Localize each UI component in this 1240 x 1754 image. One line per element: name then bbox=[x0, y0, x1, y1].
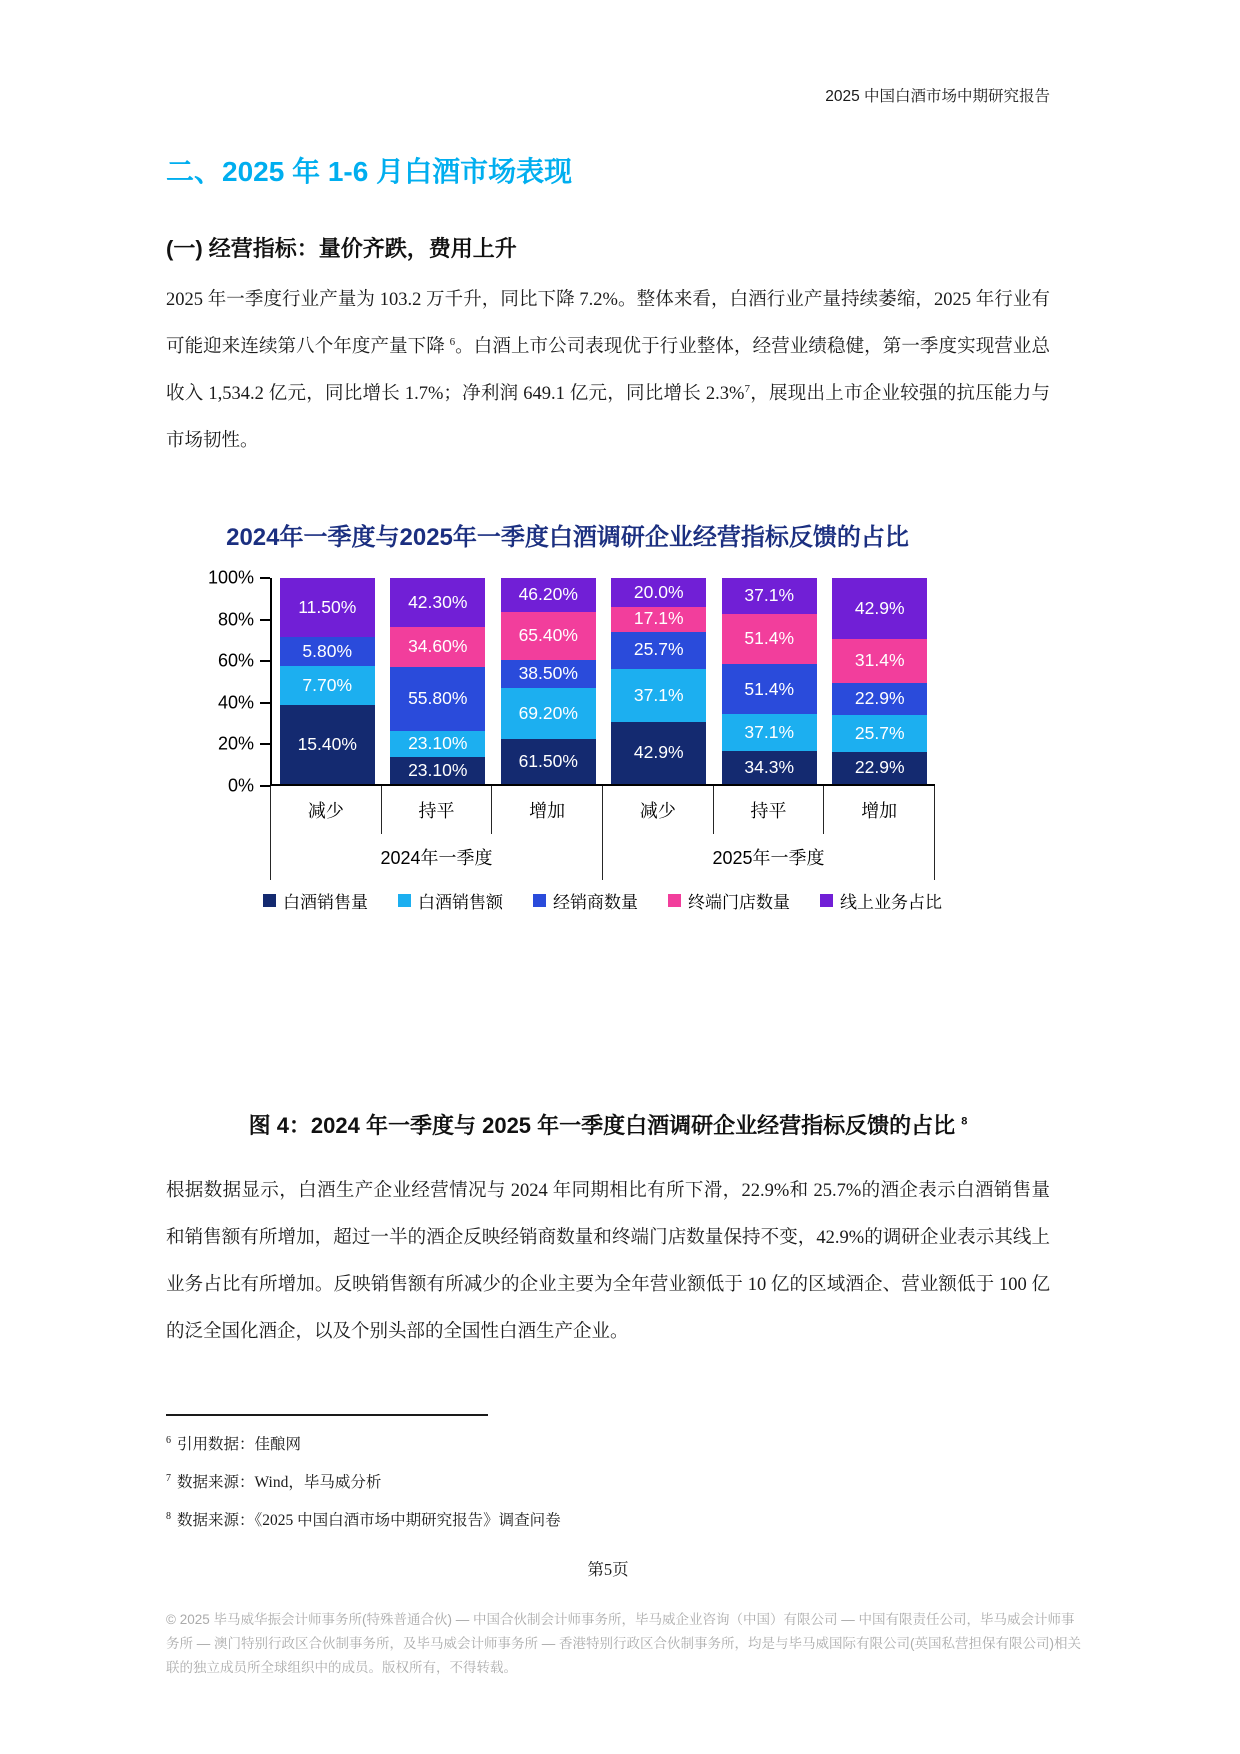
bar-segment-label: 34.60% bbox=[408, 635, 468, 656]
chart-group-row bbox=[270, 834, 935, 880]
legend-label: 白酒销售额 bbox=[418, 893, 503, 912]
bar-segment bbox=[501, 739, 596, 784]
bar-segment bbox=[832, 752, 927, 784]
bar-segment-label: 42.9% bbox=[854, 597, 905, 618]
bar-segment-label: 42.30% bbox=[408, 591, 468, 612]
category-label-1: 减少 bbox=[270, 786, 381, 834]
bar-segment bbox=[832, 639, 927, 683]
bar-segment-label: 38.50% bbox=[518, 663, 578, 684]
y-axis-tick-label: 40% bbox=[217, 692, 254, 713]
group-label-1: 2024年一季度 bbox=[270, 834, 602, 880]
bar-segment-label: 17.1% bbox=[633, 608, 684, 629]
bar-segment bbox=[832, 715, 927, 751]
legend-item bbox=[263, 888, 368, 913]
bar-segment bbox=[832, 578, 927, 639]
bar-segment bbox=[280, 637, 375, 667]
y-axis-tick-mark bbox=[260, 785, 270, 787]
footnote-ref-8: 8 bbox=[961, 1115, 968, 1128]
bar-segment-label: 51.4% bbox=[744, 628, 795, 649]
footnote-7 bbox=[166, 1464, 1050, 1502]
category-label-4: 减少 bbox=[602, 786, 713, 834]
legend-item bbox=[820, 888, 942, 913]
paragraph1-text: ，展现出上市企业较强的抗压能力与市场韧性。 bbox=[166, 384, 1050, 451]
footnote-text: 数据来源：Wind，毕马威分析 bbox=[177, 1474, 382, 1491]
body-paragraph-1 bbox=[166, 277, 1050, 465]
y-axis-tick-mark bbox=[260, 743, 270, 745]
chart-body bbox=[200, 567, 935, 796]
bar-segment bbox=[722, 714, 817, 750]
legend-item bbox=[533, 888, 638, 913]
bar-segment bbox=[501, 612, 596, 660]
bar-column-5 bbox=[714, 578, 825, 784]
bar-segment bbox=[832, 683, 927, 715]
bar-segment bbox=[722, 751, 817, 784]
stacked-bar bbox=[832, 578, 927, 784]
bar-segment bbox=[722, 614, 817, 664]
bar-segment-label: 23.10% bbox=[408, 759, 468, 780]
bar-segment bbox=[611, 669, 706, 723]
y-axis-tick-label: 20% bbox=[217, 733, 254, 754]
bar-segment-label: 15.40% bbox=[297, 733, 357, 754]
chart-legend bbox=[270, 888, 942, 913]
footnote-marker: 7 bbox=[166, 1472, 171, 1484]
bar-segment bbox=[722, 664, 817, 714]
page-number: 第5页 bbox=[587, 1560, 629, 1579]
bar-segment-label: 25.7% bbox=[854, 722, 905, 743]
legend-label: 终端门店数量 bbox=[688, 893, 790, 912]
category-label-3: 增加 bbox=[491, 786, 602, 834]
bar-segment bbox=[611, 632, 706, 669]
y-axis-tick-label: 60% bbox=[217, 650, 254, 671]
legend-item bbox=[668, 888, 790, 913]
footnote-marker: 6 bbox=[166, 1434, 171, 1446]
bar-segment bbox=[611, 578, 706, 607]
stacked-bar-chart bbox=[200, 517, 942, 913]
paragraph1-text: 2025 年一季度行业产量为 103.2 万千升，同比下降 7.2%。整体来看，白酒行业产量持续萎缩，2025 年行业有可能迎来连续第八个年度产量下降 bbox=[166, 290, 1050, 357]
figure-caption bbox=[166, 1109, 1050, 1140]
bar-segment-label: 51.4% bbox=[744, 678, 795, 699]
chart-plot bbox=[270, 578, 935, 786]
bar-segment-label: 31.4% bbox=[854, 650, 905, 671]
bar-segment bbox=[722, 578, 817, 614]
bar-segment-label: 34.3% bbox=[744, 756, 795, 777]
legend-swatch-icon bbox=[668, 894, 681, 907]
legend-swatch-icon bbox=[263, 894, 276, 907]
legend-swatch-icon bbox=[820, 894, 833, 907]
stacked-bar bbox=[722, 578, 817, 784]
bar-segment bbox=[611, 722, 706, 784]
chart-y-axis bbox=[200, 567, 270, 796]
category-label-6: 增加 bbox=[823, 786, 935, 834]
y-axis-tick-mark bbox=[260, 702, 270, 704]
stacked-bar bbox=[611, 578, 706, 784]
footnote-marker: 8 bbox=[166, 1510, 171, 1522]
bar-segment-label: 5.80% bbox=[302, 640, 353, 661]
bar-segment-label: 55.80% bbox=[408, 687, 468, 708]
bar-segment bbox=[390, 627, 485, 667]
bar-column-3 bbox=[493, 578, 604, 784]
bar-segment-label: 7.70% bbox=[302, 675, 353, 696]
bar-segment-label: 37.1% bbox=[744, 585, 795, 606]
bar-segment bbox=[280, 705, 375, 784]
bar-column-2 bbox=[383, 578, 494, 784]
bar-segment-label: 22.9% bbox=[854, 757, 905, 778]
bar-segment bbox=[390, 667, 485, 731]
y-axis-tick-mark bbox=[260, 619, 270, 621]
page-header-title: 2025 中国白酒市场中期研究报告 bbox=[825, 88, 1050, 105]
page-footer-copyright: © 2025 毕马威华振会计师事务所(特殊普通合伙) — 中国合伙制会计师事务所，毕马威企业咨询（中国）有限公司 — 中国有限责任公司，毕马威会计师事务所 — 澳门特别行政区合伙制事务所，及毕马威会计师事务所 — 香港特别行政区合伙制事务所，均是与毕马威国际有限公司(英国私营担保有限公司)相关联的独立成员所全球组织中的成员。版权所有，不得转载。 bbox=[166, 1612, 1081, 1675]
legend-item bbox=[398, 888, 503, 913]
bar-segment bbox=[501, 688, 596, 739]
footnote-separator bbox=[166, 1414, 488, 1416]
bar-segment bbox=[280, 578, 375, 637]
bar-segment bbox=[280, 666, 375, 705]
figure-caption-text: 图 4：2024 年一季度与 2025 年一季度白酒调研企业经营指标反馈的占比 bbox=[248, 1113, 956, 1138]
footnotes bbox=[166, 1426, 1050, 1540]
bar-segment-label: 61.50% bbox=[518, 750, 578, 771]
stacked-bar bbox=[390, 578, 485, 784]
bar-segment bbox=[390, 578, 485, 627]
footnote-8 bbox=[166, 1502, 1050, 1540]
bar-column-1 bbox=[272, 578, 383, 784]
bar-segment-label: 69.20% bbox=[518, 702, 578, 723]
footnote-6 bbox=[166, 1426, 1050, 1464]
footnote-ref-6: 6 bbox=[449, 335, 456, 348]
legend-label: 白酒销售量 bbox=[283, 893, 368, 912]
bar-segment bbox=[390, 731, 485, 758]
bar-segment bbox=[501, 578, 596, 612]
category-label-2: 持平 bbox=[381, 786, 492, 834]
category-label-5: 持平 bbox=[713, 786, 824, 834]
legend-swatch-icon bbox=[533, 894, 546, 907]
bar-segment bbox=[390, 757, 485, 784]
body-paragraph-2: 根据数据显示，白酒生产企业经营情况与 2024 年同期相比有所下滑，22.9%和 25.7%的酒企表示白酒销售量和销售额有所增加，超过一半的酒企反映经销商数量和终端门店数量保持不变，42.9%的调研企业表示其线上业务占比有所增加。反映销售额有所减少的企业主要为全年营业额低于 10 亿的区域酒企、营业额低于 100 亿的泛全国化酒企，以及个别头部的全国性白酒生产企业。 bbox=[166, 1181, 1050, 1342]
chart-title: 2024年一季度与2025年一季度白酒调研企业经营指标反馈的占比 bbox=[226, 524, 909, 551]
subsection-title: (一) 经营指标：量价齐跌，费用上升 bbox=[166, 236, 517, 261]
legend-label: 线上业务占比 bbox=[840, 893, 942, 912]
section-title: 二、2025 年 1-6 月白酒市场表现 bbox=[166, 156, 573, 187]
legend-swatch-icon bbox=[398, 894, 411, 907]
bar-segment bbox=[611, 607, 706, 632]
bar-column-6 bbox=[825, 578, 936, 784]
bar-segment-label: 65.40% bbox=[518, 625, 578, 646]
bar-segment-label: 37.1% bbox=[633, 684, 684, 705]
y-axis-tick-mark bbox=[260, 660, 270, 662]
y-axis-tick-label: 80% bbox=[217, 609, 254, 630]
bar-segment-label: 20.0% bbox=[633, 581, 684, 602]
bar-segment-label: 42.9% bbox=[633, 742, 684, 763]
bar-segment-label: 11.50% bbox=[298, 596, 357, 617]
bar-segment-label: 22.9% bbox=[854, 688, 905, 709]
y-axis-tick-label: 0% bbox=[227, 775, 254, 796]
legend-label: 经销商数量 bbox=[553, 893, 638, 912]
paragraph1-text: 。白酒上市公司表现优于行业整体，经营业绩稳健，第一季度实现营业总收入 1,534.2 亿元，同比增长 1.7%；净利润 649.1 亿元，同比增长 2.3% bbox=[166, 337, 1050, 404]
footnote-ref-7: 7 bbox=[744, 382, 750, 395]
y-axis-tick-mark bbox=[260, 577, 270, 579]
bar-segment-label: 46.20% bbox=[518, 584, 578, 605]
y-axis-tick-label: 100% bbox=[207, 567, 254, 588]
stacked-bar bbox=[280, 578, 375, 784]
bar-segment-label: 23.10% bbox=[408, 733, 468, 754]
chart-category-row bbox=[270, 786, 935, 834]
bar-segment bbox=[501, 660, 596, 688]
stacked-bar bbox=[501, 578, 596, 784]
footnote-text: 数据来源：《2025 中国白酒市场中期研究报告》调查问卷 bbox=[177, 1512, 561, 1529]
bar-segment-label: 25.7% bbox=[633, 639, 684, 660]
bar-segment-label: 37.1% bbox=[744, 721, 795, 742]
footnote-text: 引用数据：佳酿网 bbox=[177, 1436, 302, 1453]
bar-column-4 bbox=[604, 578, 715, 784]
group-label-2: 2025年一季度 bbox=[602, 834, 935, 880]
